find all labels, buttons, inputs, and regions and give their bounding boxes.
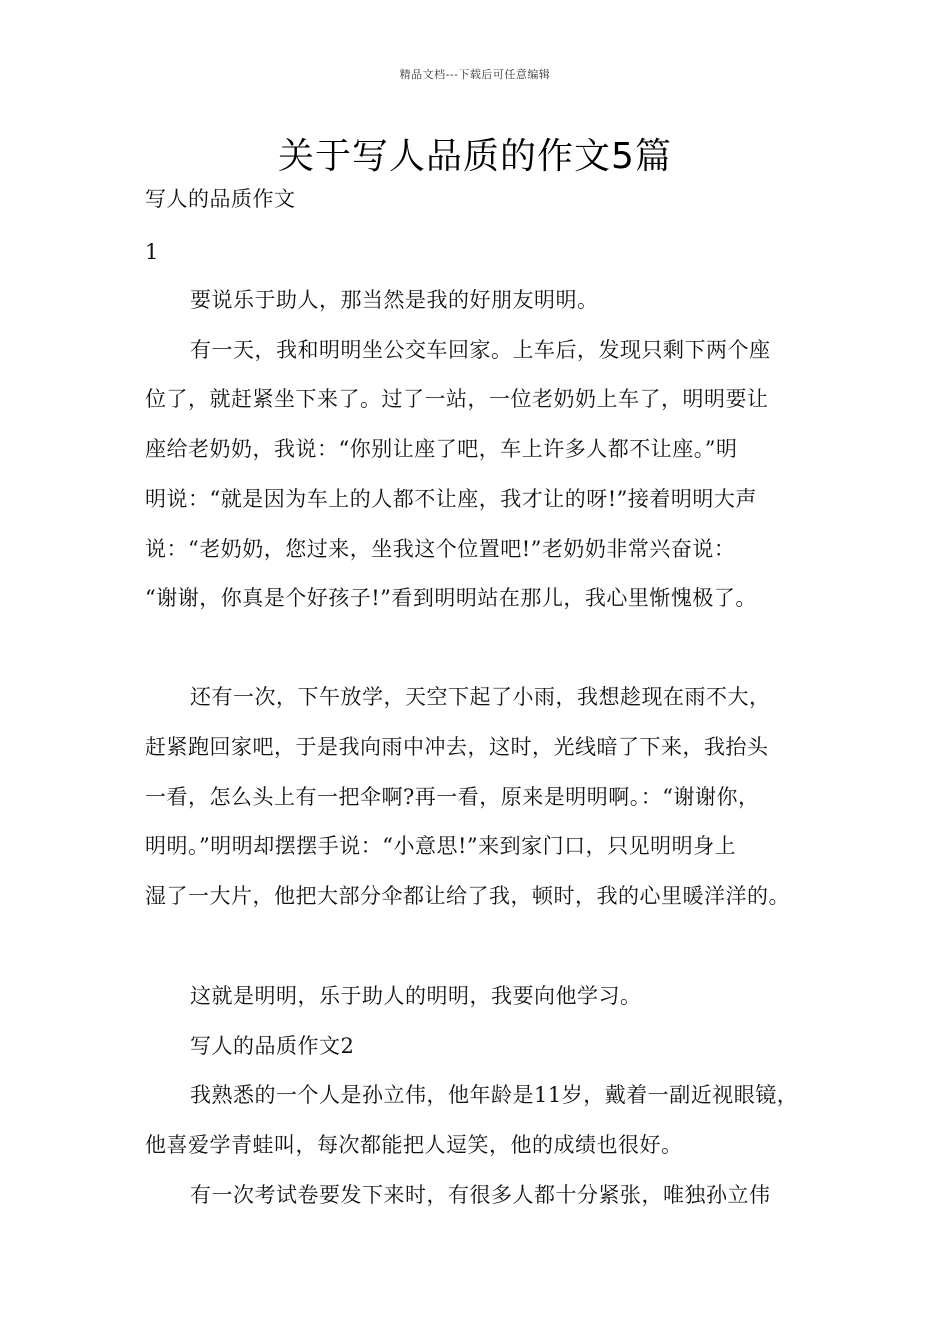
header-note: 精品文档---下载后可任意编辑 <box>399 68 551 81</box>
document-title: 关于写人品质的作文5篇 <box>278 136 672 177</box>
paragraph-line: 这就是明明，乐于助人的明明，我要向他学习。 <box>190 984 642 1008</box>
paragraph-line: 明说：“就是因为车上的人都不让座，我才让的呀!”接着明明大声 <box>145 487 757 511</box>
paragraph-line: 他喜爱学青蛙叫，每次都能把人逗笑，他的成绩也很好。 <box>145 1133 683 1157</box>
paragraph-line: 位了，就赶紧坐下来了。过了一站，一位老奶奶上车了，明明要让 <box>145 387 769 411</box>
paragraph-line: 湿了一大片，他把大部分伞都让给了我，顿时，我的心里暖洋洋的。 <box>145 884 790 908</box>
paragraph-line: 有一天，我和明明坐公交车回家。上车后，发现只剩下两个座 <box>190 338 771 362</box>
paragraph-line: 一看，怎么头上有一把伞啊?再一看，原来是明明啊。：“谢谢你， <box>145 785 760 809</box>
paragraph-line: 赶紧跑回家吧，于是我向雨中冲去，这时，光线暗了下来，我抬头 <box>145 735 769 759</box>
paragraph-line: 明明。”明明却摆摆手说：“小意思!”来到家门口，只见明明身上 <box>145 834 737 858</box>
paragraph-line: 有一次考试卷要发下来时，有很多人都十分紧张，唯独孙立伟 <box>190 1183 771 1207</box>
paragraph-line: “谢谢，你真是个好孩子!”看到明明站在那儿，我心里惭愧极了。 <box>145 586 757 610</box>
paragraph-line: 要说乐于助人，那当然是我的好朋友明明。 <box>190 288 599 312</box>
document-subtitle: 写人的品质作文 <box>145 187 296 211</box>
paragraph-line: 我熟悉的一个人是孙立伟，他年龄是11岁，戴着一副近视眼镜， <box>190 1083 799 1107</box>
paragraph-line: 说：“老奶奶，您过来，坐我这个位置吧!”老奶奶非常兴奋说： <box>145 537 736 561</box>
section-number: 1 <box>145 240 159 264</box>
paragraph-line: 还有一次，下午放学，天空下起了小雨，我想趁现在雨不大， <box>190 685 771 709</box>
section-heading: 写人的品质作文2 <box>190 1034 355 1058</box>
paragraph-line: 座给老奶奶，我说：“你别让座了吧，车上许多人都不让座。”明 <box>145 437 738 461</box>
